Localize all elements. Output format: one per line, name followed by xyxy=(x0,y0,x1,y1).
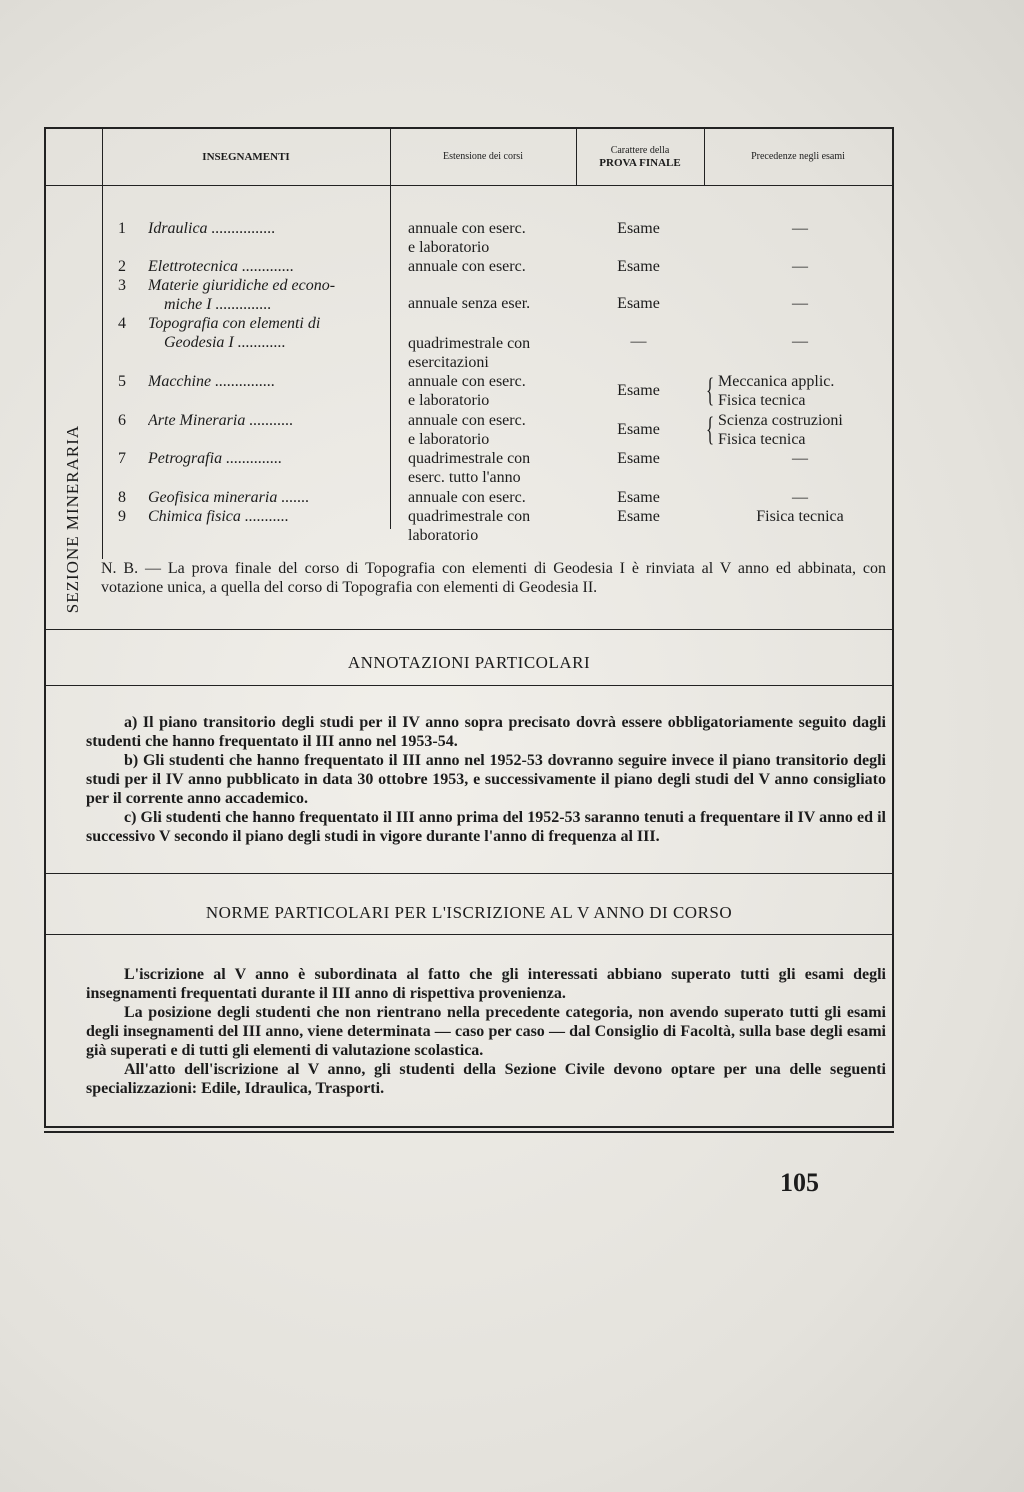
row-subject: Macchine ............... xyxy=(148,373,276,390)
row-subject: Geofisica mineraria ....... xyxy=(148,489,310,506)
row-number: 2 xyxy=(118,258,126,275)
row-prova: Esame xyxy=(617,421,660,438)
row-number: 9 xyxy=(118,508,126,525)
side-label-text: SEZIONE MINERARIA xyxy=(63,424,82,614)
side-label xyxy=(58,369,88,669)
row-subject: Idraulica ................ xyxy=(148,220,276,237)
norme-paragraph: L'iscrizione al V anno è subordinata al fatto che gli interessati abbiano superato tutti gli esami degli insegnamenti frequentati durante il III anno di rispettiva provenienza. xyxy=(86,966,886,1002)
row-subject-continued: Geodesia I ............ xyxy=(164,334,286,351)
nota-bene: N. B. — La prova finale del corso di Topografia con elementi di Geodesia I è rinviata al V anno ed abbinata, con votazione unica, a quella del corso di Topografia con elementi di Geodesia II. xyxy=(101,560,886,596)
row-precedenze: — xyxy=(792,450,808,467)
prec-line: Meccanica applic. xyxy=(718,373,835,390)
row-number: 7 xyxy=(118,450,126,467)
row-subject: Elettrotecnica ............. xyxy=(148,258,295,275)
norme-title: NORME PARTICOLARI PER L'ISCRIZIONE AL V ANNO DI CORSO xyxy=(205,903,733,922)
ext-line: annuale con eserc. xyxy=(408,412,526,429)
row-prova: Esame xyxy=(617,508,660,525)
row-precedenze: — xyxy=(792,220,808,237)
ext-line: e laboratorio xyxy=(408,392,490,409)
ext-line: laboratorio xyxy=(408,527,479,544)
prec-line: Scienza costruzioni xyxy=(718,412,843,429)
norme-paragraph: La posizione degli studenti che non rientrano nella precedente categoria, non avendo superato tutti gli esami degli insegnamenti del III anno, viene determinata — caso per caso — dal Consiglio di Facoltà, sulla base degli esami già superati e di tutti gli elementi di valutazione scolastica. xyxy=(86,1004,886,1059)
divider xyxy=(390,129,391,529)
row-extension xyxy=(408,488,588,507)
annotazione-a: a) Il piano transitorio degli studi per il IV anno sopra precisato dovrà essere obbligatoriamente seguito dagli studenti che hanno frequentato il III anno nel 1953-54. xyxy=(86,714,886,750)
ext-line: esercitazioni xyxy=(408,354,489,371)
ext-line: annuale senza eser. xyxy=(408,295,531,312)
ext-line: quadrimestrale con xyxy=(408,508,531,525)
row-number: 4 xyxy=(118,315,126,332)
ext-line: e laboratorio xyxy=(408,431,490,448)
prec-line: Fisica tecnica xyxy=(718,392,806,409)
row-number: 8 xyxy=(118,489,126,506)
row-prova: Esame xyxy=(617,382,660,399)
row-extension xyxy=(408,257,588,276)
row-number: 5 xyxy=(118,373,126,390)
row-number: 6 xyxy=(118,412,126,429)
row-prova: Esame xyxy=(617,258,660,275)
annotazioni-body xyxy=(86,713,886,846)
prec-line: Fisica tecnica xyxy=(718,431,806,448)
row-prova: Esame xyxy=(617,295,660,312)
annotazione-b: b) Gli studenti che hanno frequentato il III anno nel 1952-53 dovranno seguire invece il piano transitorio degli studi per il IV anno pubblicato in data 30 ottobre 1953, e successivamente il piano degli studi del V anno consigliato per il corrente anno accademico. xyxy=(86,752,886,807)
row-number: 3 xyxy=(118,277,126,294)
row-precedenze: — xyxy=(792,333,808,350)
row-subject-continued: miche I .............. xyxy=(164,296,272,313)
header-precedenze: Precedenze negli esami xyxy=(751,151,845,162)
row-subject: Arte Mineraria ........... xyxy=(148,412,294,429)
ext-line: quadrimestrale con xyxy=(408,450,531,467)
section-divider xyxy=(46,629,892,630)
header-carattere xyxy=(576,129,704,185)
page-frame xyxy=(44,127,894,1128)
page-number: 105 xyxy=(780,1168,819,1197)
ext-line: e laboratorio xyxy=(408,239,490,256)
annotazione-c: c) Gli studenti che hanno frequentato il III anno prima del 1952-53 saranno tenuti a frequentare il IV anno ed il successivo V secondo il piano degli studi in vigore durante l'anno di frequenza al III. xyxy=(86,809,886,845)
row-precedenze: Fisica tecnica xyxy=(756,508,844,525)
row-extension xyxy=(408,334,588,372)
row-precedenze: — xyxy=(792,258,808,275)
row-extension xyxy=(408,372,588,410)
section-divider xyxy=(46,685,892,686)
row-extension xyxy=(408,219,588,257)
row-extension xyxy=(408,507,588,545)
row-subject: Petrografia .............. xyxy=(148,450,283,467)
row-extension xyxy=(408,294,588,313)
row-precedenze: — xyxy=(792,489,808,506)
header-carattere-line1: Carattere della xyxy=(610,145,670,156)
annotazioni-title: ANNOTAZIONI PARTICOLARI xyxy=(347,653,591,672)
row-prova: — xyxy=(630,333,647,350)
divider xyxy=(102,129,103,559)
row-subject: Materie giuridiche ed econo- xyxy=(148,277,336,294)
row-extension xyxy=(408,449,588,487)
header-insegnamenti: INSEGNAMENTI xyxy=(202,151,290,163)
section-divider xyxy=(46,934,892,935)
row-number: 1 xyxy=(118,220,126,237)
ext-line: annuale con eserc. xyxy=(408,373,526,390)
brace-icon: { xyxy=(706,372,715,409)
ext-line: quadrimestrale con xyxy=(408,335,531,352)
brace-icon: { xyxy=(706,411,715,448)
header-estensione: Estensione dei corsi xyxy=(443,151,523,162)
norme-body xyxy=(86,965,886,1098)
header-carattere-line2: PROVA FINALE xyxy=(599,157,681,169)
ext-line: annuale con eserc. xyxy=(408,489,526,506)
ext-line: eserc. tutto l'anno xyxy=(408,469,521,486)
row-prova: Esame xyxy=(617,220,660,237)
row-prova: Esame xyxy=(617,450,660,467)
row-precedenze: — xyxy=(792,295,808,312)
ext-line: annuale con eserc. xyxy=(408,220,526,237)
row-subject: Chimica fisica ........... xyxy=(148,508,289,525)
section-divider xyxy=(46,873,892,874)
ext-line: annuale con eserc. xyxy=(408,258,526,275)
row-extension xyxy=(408,411,588,449)
row-subject: Topografia con elementi di xyxy=(148,315,321,332)
row-prova: Esame xyxy=(617,489,660,506)
norme-paragraph: All'atto dell'iscrizione al V anno, gli studenti della Sezione Civile devono optare per una delle seguenti specializzazioni: Edile, Idraulica, Trasporti. xyxy=(86,1061,886,1097)
